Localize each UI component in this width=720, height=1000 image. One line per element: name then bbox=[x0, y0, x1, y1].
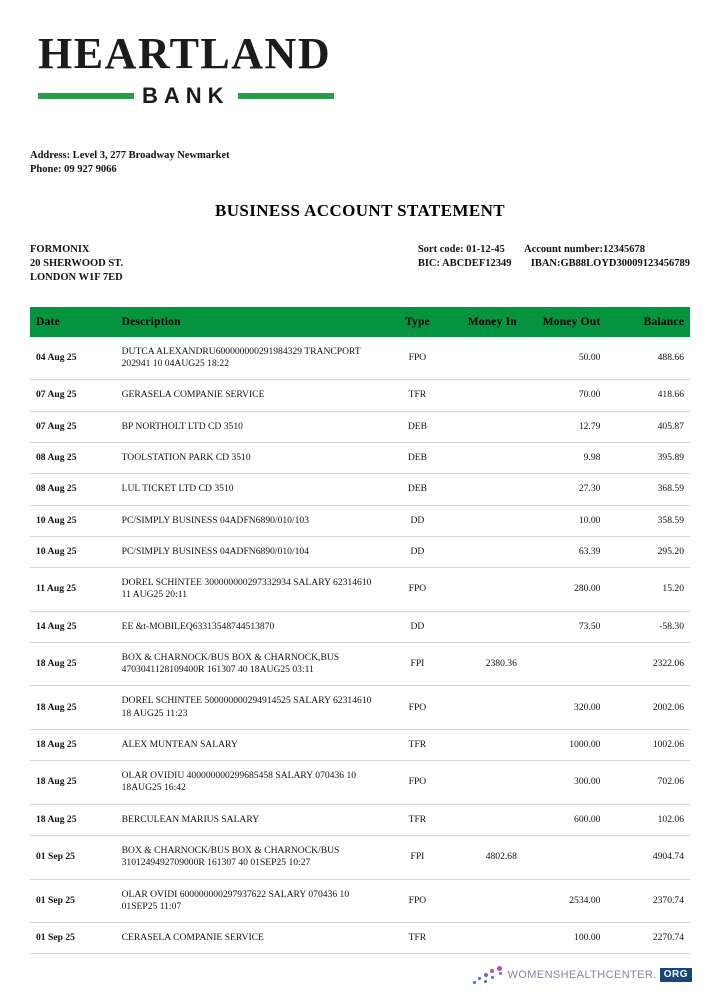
cell-balance: 488.66 bbox=[606, 337, 690, 380]
table-row bbox=[30, 923, 690, 954]
cell-description: DOREL SCHINTEE 300000000297332934 SALARY 62314610 11 AUG25 20:11 bbox=[116, 568, 388, 612]
logo-rule-right bbox=[238, 93, 334, 99]
iban-code: IBAN:GB88LOYD30009123456789 bbox=[530, 258, 690, 270]
cell-money-out: 1000.00 bbox=[523, 729, 607, 760]
cell-balance: 4904.74 bbox=[606, 835, 690, 879]
cell-date: 11 Aug 25 bbox=[30, 568, 116, 612]
table-row bbox=[30, 804, 690, 835]
cell-description: EE &t-MOBILEQ63313548744513870 bbox=[116, 611, 388, 642]
cell-description: BERCULEAN MARIUS SALARY bbox=[116, 804, 388, 835]
cell-money-in bbox=[448, 686, 523, 730]
watermark-dots-icon bbox=[473, 965, 507, 985]
watermark-badge: ORG bbox=[660, 968, 692, 983]
cell-date: 18 Aug 25 bbox=[30, 761, 116, 805]
cell-description: BOX & CHARNOCK/BUS BOX & CHARNOCK,BUS 4703041128109400R 161307 40 18AUG25 03:11 bbox=[116, 642, 388, 686]
table-row bbox=[30, 442, 690, 473]
cell-balance: 1002.06 bbox=[606, 729, 690, 760]
table-row bbox=[30, 411, 690, 442]
cell-money-in bbox=[448, 536, 523, 567]
cell-money-in: 4802.68 bbox=[448, 835, 523, 879]
table-row bbox=[30, 729, 690, 760]
cell-type: DD bbox=[387, 505, 448, 536]
customer-address-line1: 20 SHERWOOD ST. bbox=[30, 258, 124, 270]
cell-money-in bbox=[448, 611, 523, 642]
cell-money-in bbox=[448, 568, 523, 612]
table-header bbox=[30, 307, 690, 337]
cell-date: 10 Aug 25 bbox=[30, 536, 116, 567]
cell-money-out: 600.00 bbox=[523, 804, 607, 835]
cell-date: 14 Aug 25 bbox=[30, 611, 116, 642]
table-row bbox=[30, 474, 690, 505]
watermark bbox=[473, 964, 692, 986]
cell-balance: 102.06 bbox=[606, 804, 690, 835]
cell-date: 10 Aug 25 bbox=[30, 505, 116, 536]
cell-description: DOREL SCHINTEE 500000000294914525 SALARY 62314610 18 AUG25 11:23 bbox=[116, 686, 388, 730]
cell-balance: 2270.74 bbox=[606, 923, 690, 954]
cell-money-out: 9.98 bbox=[523, 442, 607, 473]
table-row bbox=[30, 536, 690, 567]
cell-description: PC/SIMPLY BUSINESS 04ADFN6890/010/104 bbox=[116, 536, 388, 567]
table-row bbox=[30, 568, 690, 612]
cell-money-out bbox=[523, 642, 607, 686]
cell-money-out: 70.00 bbox=[523, 380, 607, 411]
cell-money-in bbox=[448, 879, 523, 923]
cell-balance: 295.20 bbox=[606, 536, 690, 567]
cell-description: OLAR OVIDI 600000000297937622 SALARY 070436 10 01SEP25 11:07 bbox=[116, 879, 388, 923]
transactions-table bbox=[30, 307, 690, 954]
cell-money-in bbox=[448, 923, 523, 954]
watermark-text: WOMENSHEALTHCENTER. bbox=[507, 969, 657, 981]
table-row bbox=[30, 761, 690, 805]
column-header-money-in: Money In bbox=[448, 307, 523, 337]
cell-balance: -58.30 bbox=[606, 611, 690, 642]
cell-money-out bbox=[523, 835, 607, 879]
account-line-1 bbox=[418, 243, 690, 257]
cell-description: OLAR OVIDIU 400000000299685458 SALARY 070436 10 18AUG25 16:42 bbox=[116, 761, 388, 805]
cell-date: 01 Sep 25 bbox=[30, 923, 116, 954]
bank-logo-sub-text: BANK bbox=[142, 83, 230, 108]
cell-money-out: 2534.00 bbox=[523, 879, 607, 923]
cell-balance: 358.59 bbox=[606, 505, 690, 536]
table-row bbox=[30, 611, 690, 642]
cell-description: ALEX MUNTEAN SALARY bbox=[116, 729, 388, 760]
cell-money-out: 12.79 bbox=[523, 411, 607, 442]
cell-date: 18 Aug 25 bbox=[30, 642, 116, 686]
sort-code: Sort code: 01-12-45 bbox=[417, 244, 505, 256]
cell-date: 07 Aug 25 bbox=[30, 411, 116, 442]
cell-money-in bbox=[448, 505, 523, 536]
bank-logo-wordmark: HEARTLAND bbox=[38, 29, 332, 78]
bank-phone: Phone: 09 927 9066 bbox=[30, 164, 117, 176]
cell-money-in bbox=[448, 761, 523, 805]
table-row bbox=[30, 835, 690, 879]
cell-money-in bbox=[448, 380, 523, 411]
cell-balance: 405.87 bbox=[606, 411, 690, 442]
cell-date: 07 Aug 25 bbox=[30, 380, 116, 411]
column-header-money-out: Money Out bbox=[523, 307, 607, 337]
cell-description: BP NORTHOLT LTD CD 3510 bbox=[116, 411, 388, 442]
column-header-date: Date bbox=[30, 307, 116, 337]
parties-block bbox=[30, 243, 690, 285]
cell-date: 01 Sep 25 bbox=[30, 835, 116, 879]
cell-type: FPO bbox=[387, 568, 448, 612]
cell-date: 18 Aug 25 bbox=[30, 804, 116, 835]
cell-money-in bbox=[448, 804, 523, 835]
bic-code: BIC: ABCDEF12349 bbox=[417, 258, 512, 270]
column-header-type: Type bbox=[387, 307, 448, 337]
table-row bbox=[30, 879, 690, 923]
table-body bbox=[30, 337, 690, 954]
cell-money-in bbox=[448, 442, 523, 473]
cell-date: 01 Sep 25 bbox=[30, 879, 116, 923]
cell-type: TFR bbox=[387, 380, 448, 411]
cell-date: 08 Aug 25 bbox=[30, 474, 116, 505]
cell-money-out: 320.00 bbox=[523, 686, 607, 730]
cell-type: TFR bbox=[387, 923, 448, 954]
cell-type: TFR bbox=[387, 729, 448, 760]
cell-description: LUL TICKET LTD CD 3510 bbox=[116, 474, 388, 505]
bank-contact-block bbox=[30, 149, 690, 177]
customer-block bbox=[30, 243, 123, 285]
cell-date: 18 Aug 25 bbox=[30, 729, 116, 760]
logo-rule-left bbox=[38, 93, 134, 99]
cell-type: DEB bbox=[387, 474, 448, 505]
cell-balance: 2322.06 bbox=[606, 642, 690, 686]
cell-date: 08 Aug 25 bbox=[30, 442, 116, 473]
account-line-2 bbox=[418, 257, 690, 271]
cell-type: FPI bbox=[387, 642, 448, 686]
cell-date: 18 Aug 25 bbox=[30, 686, 116, 730]
cell-money-out: 300.00 bbox=[523, 761, 607, 805]
cell-type: FPO bbox=[387, 761, 448, 805]
cell-type: FPO bbox=[387, 879, 448, 923]
cell-money-out: 100.00 bbox=[523, 923, 607, 954]
customer-address-line2: LONDON W1F 7ED bbox=[30, 272, 123, 284]
cell-money-out: 63.39 bbox=[523, 536, 607, 567]
page-title: BUSINESS ACCOUNT STATEMENT bbox=[214, 201, 506, 221]
cell-balance: 2370.74 bbox=[606, 879, 690, 923]
cell-money-in bbox=[448, 474, 523, 505]
cell-type: DD bbox=[387, 611, 448, 642]
cell-type: TFR bbox=[387, 804, 448, 835]
cell-money-in bbox=[448, 411, 523, 442]
cell-type: DEB bbox=[387, 411, 448, 442]
cell-description: PC/SIMPLY BUSINESS 04ADFN6890/010/103 bbox=[116, 505, 388, 536]
column-header-balance: Balance bbox=[606, 307, 690, 337]
cell-balance: 395.89 bbox=[606, 442, 690, 473]
cell-balance: 702.06 bbox=[606, 761, 690, 805]
column-header-description: Description bbox=[116, 307, 388, 337]
cell-money-out: 50.00 bbox=[523, 337, 607, 380]
cell-balance: 2002.06 bbox=[606, 686, 690, 730]
table-row bbox=[30, 380, 690, 411]
account-number: Account number:12345678 bbox=[524, 244, 646, 256]
cell-type: FPO bbox=[387, 686, 448, 730]
cell-date: 04 Aug 25 bbox=[30, 337, 116, 380]
cell-description: CERASELA COMPANIE SERVICE bbox=[116, 923, 388, 954]
customer-name: FORMONIX bbox=[30, 244, 90, 256]
table-row bbox=[30, 337, 690, 380]
cell-money-in bbox=[448, 337, 523, 380]
account-details-block bbox=[418, 243, 690, 285]
cell-description: GERASELA COMPANIE SERVICE bbox=[116, 380, 388, 411]
bank-logo bbox=[30, 0, 690, 107]
cell-money-out: 10.00 bbox=[523, 505, 607, 536]
table-row bbox=[30, 505, 690, 536]
cell-type: DD bbox=[387, 536, 448, 567]
cell-money-out: 27.30 bbox=[523, 474, 607, 505]
cell-description: BOX & CHARNOCK/BUS BOX & CHARNOCK/BUS 3101249492709000R 161307 40 01SEP25 10:27 bbox=[116, 835, 388, 879]
cell-money-out: 73.50 bbox=[523, 611, 607, 642]
cell-money-out: 280.00 bbox=[523, 568, 607, 612]
cell-description: DUTCA ALEXANDRU600000000291984329 TRANCPORT 202941 10 04AUG25 18:22 bbox=[116, 337, 388, 380]
cell-type: DEB bbox=[387, 442, 448, 473]
cell-balance: 368.59 bbox=[606, 474, 690, 505]
table-header-row bbox=[30, 307, 690, 337]
bank-address: Address: Level 3, 277 Broadway Newmarket bbox=[30, 150, 230, 161]
cell-balance: 418.66 bbox=[606, 380, 690, 411]
cell-money-in: 2380.36 bbox=[448, 642, 523, 686]
table-row bbox=[30, 642, 690, 686]
cell-description: TOOLSTATION PARK CD 3510 bbox=[116, 442, 388, 473]
cell-type: FPO bbox=[387, 337, 448, 380]
cell-type: FPI bbox=[387, 835, 448, 879]
table-row bbox=[30, 686, 690, 730]
cell-money-in bbox=[448, 729, 523, 760]
cell-balance: 15.20 bbox=[606, 568, 690, 612]
bank-logo-subline bbox=[38, 85, 326, 107]
